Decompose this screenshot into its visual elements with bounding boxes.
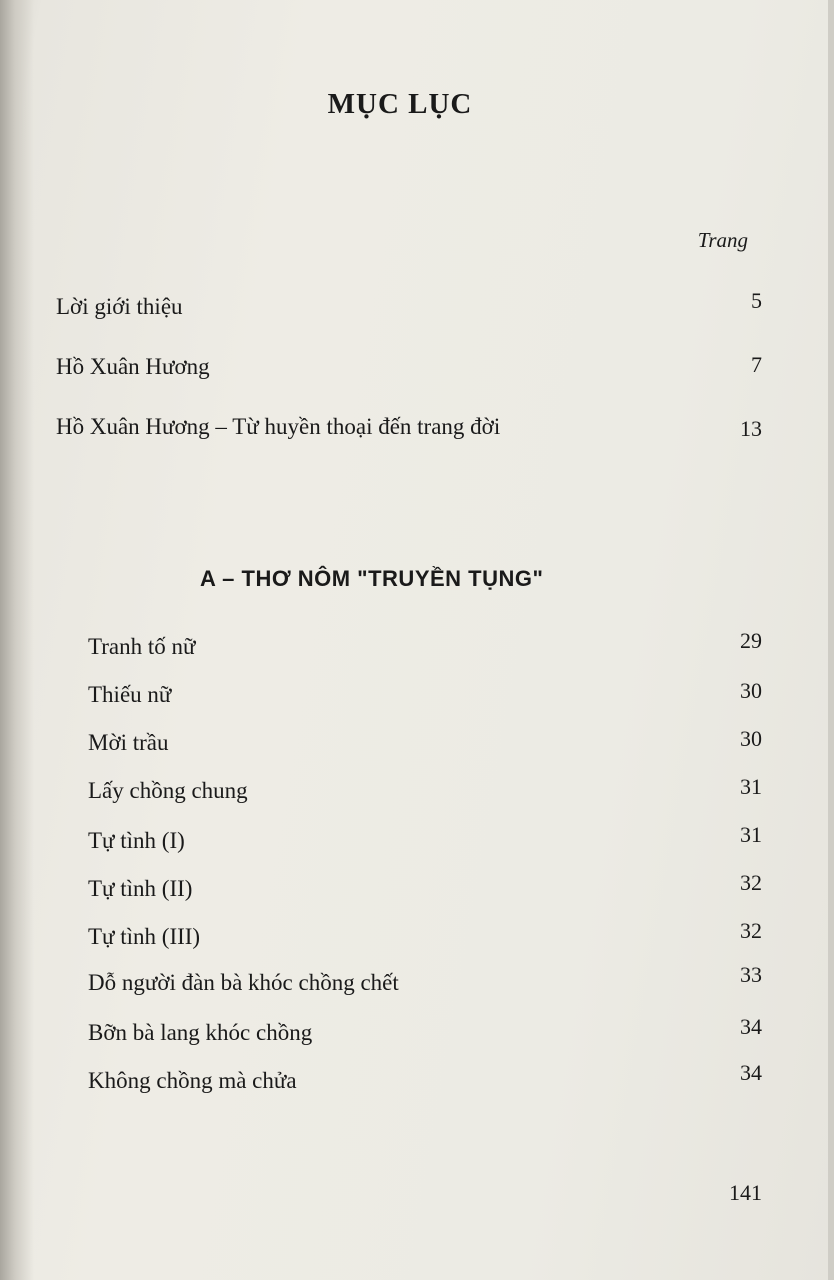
toc-entry-page: 29 xyxy=(740,628,762,653)
toc-entry-title: Tự tình (III) xyxy=(88,924,201,949)
page-column-label: Trang xyxy=(697,228,748,252)
toc-entry-page: 7 xyxy=(751,352,762,377)
toc-entry xyxy=(0,288,834,328)
page-title: MỤC LỤC xyxy=(327,88,473,120)
toc-entry xyxy=(0,726,834,766)
toc-entry-page: 32 xyxy=(740,870,762,895)
toc-entry-page: 30 xyxy=(740,678,762,703)
toc-entry-page: 33 xyxy=(740,962,762,987)
toc-entry-page: 13 xyxy=(740,416,762,441)
toc-entry-page: 31 xyxy=(740,774,762,799)
toc-entry-page: 5 xyxy=(751,288,762,313)
toc-entry xyxy=(0,822,834,862)
toc-entry-page: 31 xyxy=(740,822,762,847)
toc-entry-title: Tự tình (II) xyxy=(88,876,193,901)
toc-entry xyxy=(0,774,834,814)
toc-entry-title: Lời giới thiệu xyxy=(56,294,183,319)
toc-entry-title: Bỡn bà lang khóc chồng xyxy=(88,1020,313,1045)
toc-entry-title: Hồ Xuân Hương – Từ huyền thoại đến trang đời xyxy=(56,414,501,439)
toc-entry xyxy=(0,412,834,452)
toc-entry xyxy=(0,918,834,958)
toc-entry-title: Thiếu nữ xyxy=(88,682,172,707)
toc-entry-title: Hồ Xuân Hương xyxy=(56,354,210,379)
toc-entry-page: 34 xyxy=(740,1060,762,1085)
toc-entry xyxy=(0,1014,834,1054)
toc-entry xyxy=(0,962,834,1006)
toc-entry xyxy=(0,1062,834,1102)
toc-entry xyxy=(0,870,834,910)
toc-entry-title: Mời trầu xyxy=(88,730,169,755)
toc-entry-title: Dỗ người đàn bà khóc chồng chết xyxy=(88,970,399,995)
toc-entry xyxy=(0,678,834,718)
section-heading: A – THƠ NÔM "TRUYỀN TỤNG" xyxy=(200,566,544,591)
toc-entry xyxy=(0,352,834,392)
toc-entry-page: 30 xyxy=(740,726,762,751)
toc-entry xyxy=(0,628,834,668)
toc-entry-title: Tự tình (I) xyxy=(88,828,185,853)
toc-entry-title: Lấy chồng chung xyxy=(88,778,248,803)
page-number: 141 xyxy=(729,1180,762,1205)
toc-entry-title: Tranh tố nữ xyxy=(88,634,196,659)
toc-entry-title: Không chồng mà chửa xyxy=(88,1068,297,1093)
toc-entry-page: 32 xyxy=(740,918,762,943)
toc-entry-page: 34 xyxy=(740,1014,762,1039)
